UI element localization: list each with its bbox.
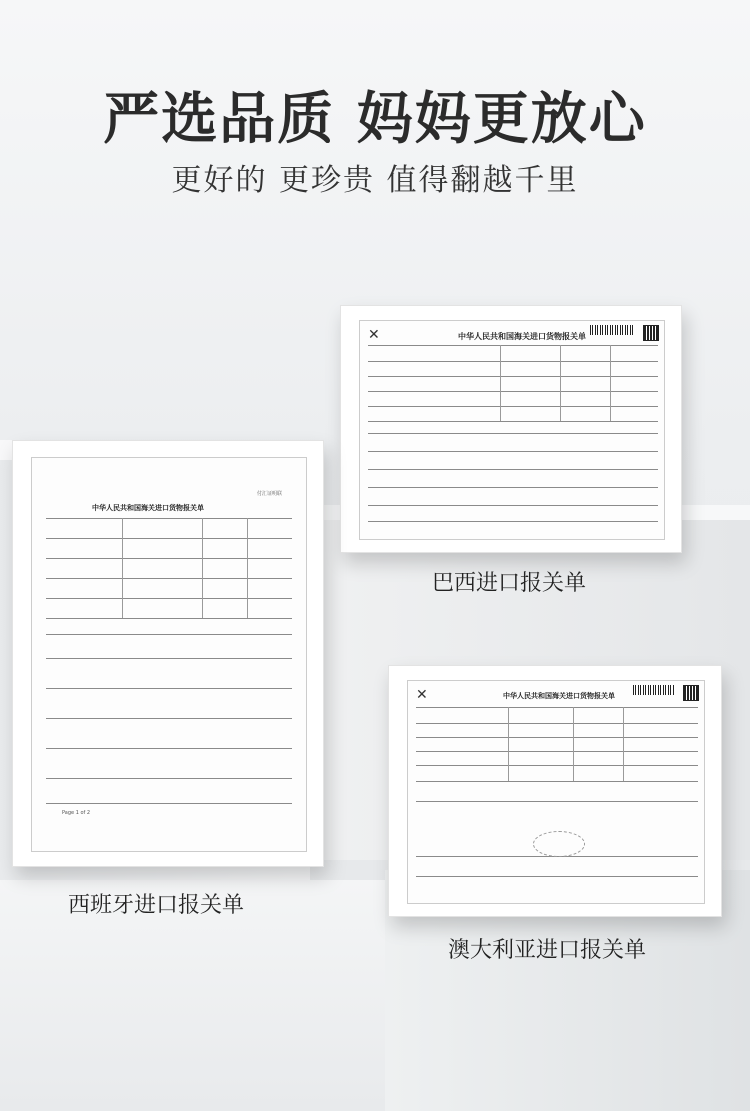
form-rule bbox=[368, 505, 658, 506]
form-rule bbox=[416, 765, 698, 766]
stamp-label: 付汇证明联 bbox=[257, 491, 283, 497]
form-rule bbox=[46, 748, 292, 749]
form-rule bbox=[46, 634, 292, 635]
form-rule bbox=[368, 433, 658, 434]
qr-code bbox=[683, 685, 699, 701]
customs-emblem-icon: ✕ bbox=[368, 327, 380, 343]
form-rule bbox=[46, 658, 292, 659]
form-rule bbox=[368, 451, 658, 452]
form-column-rule bbox=[508, 707, 509, 781]
form-rule bbox=[416, 707, 698, 708]
customs-emblem-icon: ✕ bbox=[416, 687, 428, 703]
form-rule bbox=[46, 803, 292, 804]
form-column-rule bbox=[500, 345, 501, 421]
brazil-declaration-document bbox=[359, 320, 665, 540]
form-rule bbox=[416, 737, 698, 738]
page-label: Page 1 of 2 bbox=[62, 810, 91, 816]
form-rule bbox=[368, 376, 658, 377]
australia-declaration-document bbox=[407, 680, 705, 904]
spain-document-title: 中华人民共和国海关进口货物报关单 bbox=[92, 504, 204, 512]
form-rule bbox=[46, 598, 292, 599]
subline: 更好的 更珍贵 值得翻越千里 bbox=[171, 163, 579, 198]
customs-stamp bbox=[533, 831, 585, 857]
form-column-rule bbox=[122, 518, 123, 618]
barcode bbox=[633, 685, 675, 695]
qr-code bbox=[643, 325, 659, 341]
form-column-rule bbox=[623, 707, 624, 781]
form-rule bbox=[368, 421, 658, 422]
barcode bbox=[590, 325, 635, 335]
form-column-rule bbox=[573, 707, 574, 781]
form-column-rule bbox=[247, 518, 248, 618]
brazil-document-title: 中华人民共和国海关进口货物报关单 bbox=[458, 332, 586, 341]
australia-declaration-frame bbox=[388, 665, 722, 917]
form-rule bbox=[46, 578, 292, 579]
form-rule bbox=[368, 345, 658, 346]
form-rule bbox=[368, 521, 658, 522]
form-rule bbox=[46, 558, 292, 559]
form-rule bbox=[46, 778, 292, 779]
headline: 严选品质 妈妈更放心 bbox=[103, 87, 647, 152]
form-rule bbox=[46, 618, 292, 619]
form-rule bbox=[46, 538, 292, 539]
form-rule bbox=[46, 688, 292, 689]
form-rule bbox=[368, 361, 658, 362]
australia-caption: 澳大利亚进口报关单 bbox=[448, 938, 647, 963]
form-rule bbox=[46, 718, 292, 719]
form-column-rule bbox=[610, 345, 611, 421]
form-column-rule bbox=[560, 345, 561, 421]
form-rule bbox=[416, 801, 698, 802]
form-rule bbox=[368, 406, 658, 407]
form-column-rule bbox=[202, 518, 203, 618]
form-rule bbox=[368, 391, 658, 392]
spain-declaration-document bbox=[31, 457, 307, 852]
brazil-caption: 巴西进口报关单 bbox=[432, 571, 587, 596]
spain-caption: 西班牙进口报关单 bbox=[68, 893, 245, 918]
form-rule bbox=[416, 781, 698, 782]
form-rule bbox=[416, 876, 698, 877]
form-rule bbox=[368, 487, 658, 488]
form-rule bbox=[416, 751, 698, 752]
form-rule bbox=[46, 518, 292, 519]
spain-declaration-frame bbox=[12, 440, 324, 867]
form-rule bbox=[416, 723, 698, 724]
brazil-declaration-frame bbox=[340, 305, 682, 553]
form-rule bbox=[368, 469, 658, 470]
australia-document-title: 中华人民共和国海关进口货物报关单 bbox=[503, 692, 615, 700]
